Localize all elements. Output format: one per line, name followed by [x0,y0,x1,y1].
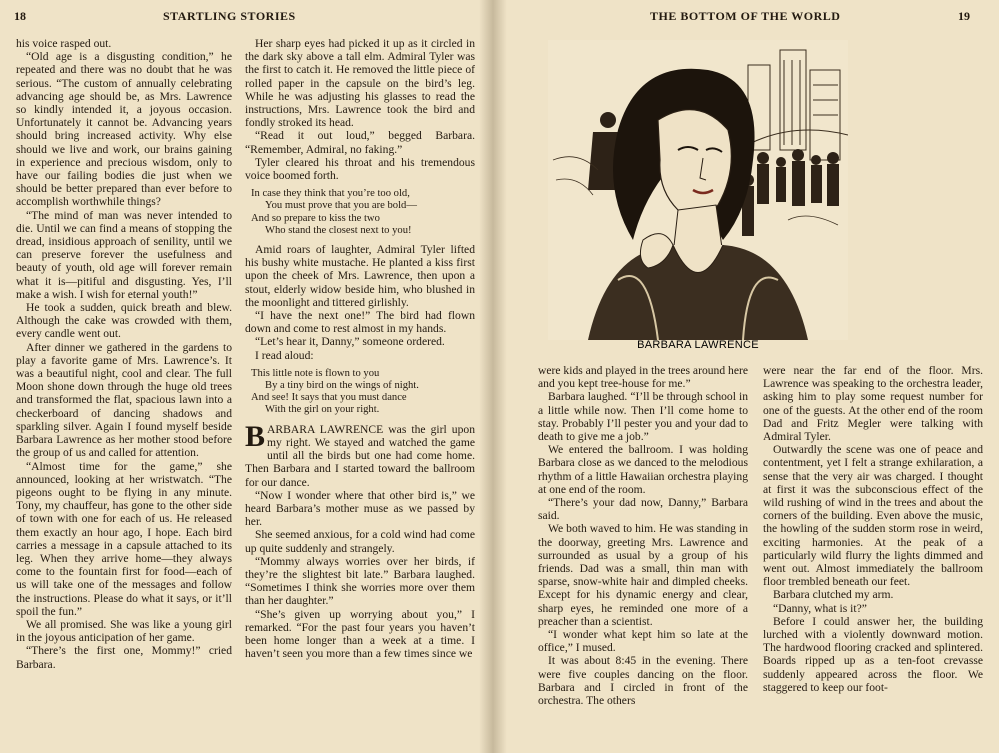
paragraph: “There’s your dad now, Danny,” Barbara said. [538,496,748,523]
verse-line: In case they think that you’re too old, [251,188,410,200]
verse-line: And see! It says that you must dance [251,392,407,404]
pigeon-note-verse-2 [251,368,475,417]
paragraph: were near the far end of the floor. Mrs. Lawrence was speaking to the orchestra leader, asking him to play some request number for one of the guests. At the other end of the room Dad and Fritz Megler were talking with Admiral Tyler. [763,364,983,444]
page-number-left: 18 [14,9,26,23]
paragraph: “Now I wonder where that other bird is,” we heard Barbara’s mother muse as we passed by her. [245,488,475,529]
right-column-1 [538,364,748,707]
paragraph: were kids and played in the trees around here and you kept tree-house for me.” [538,364,748,391]
verse-line: Who stand the closest next to you! [265,224,412,236]
paragraph: She seemed anxious, for a cold wind had come up quite suddenly and strangely. [245,528,475,555]
page-number-right: 19 [958,9,970,23]
paragraph: “She’s given up worrying about you,” I remarked. “For the past four years you haven’t been home longer than a week at a time. I haven’t seen you more than a few times since we [245,607,475,661]
paragraph: I read aloud: [255,348,314,362]
paragraph: Barbara laughed. “I’ll be through school in a little while now. Then I’ll come home to stay. Probably I’ll pester you and your dad to death to give me a job.” [538,390,748,444]
illustration-caption: BARBARA LAWRENCE [637,339,759,351]
dropcap-paragraph-text: ARBARA LAWRENCE was the girl upon my right. We stayed and watched the game until all the birds but one had come home. Then Barbara and I started toward the ballroom for our dance. [245,422,475,489]
paragraph: Barbara clutched my arm. [773,588,894,602]
paragraph: Outwardly the scene was one of peace and contentment, yet I felt a strange exhilaration, a sense that the very air was charged. I thought at first it was the subconscious effect of the wild rushing of wind in the trees and about the corners of the building. Even above the music, the howling of the sudden storm rose in weird, exciting harmonies. At the peak of a particularly wild flurry the lights dimmed and went out. Almost immediately the ballroom floor trembled beneath our feet. [763,443,983,589]
paragraph: We both waved to him. He was standing in the doorway, greeting Mrs. Lawrence and surrounded as usual by a group of his friends. Dad was a small, thin man with sparse, snow-white hair and dimpled cheeks. Except for his dynamic energy and clear, sharp eyes, he reminded one more of a preacher than a scientist. [538,522,748,628]
running-head-right: THE BOTTOM OF THE WORLD [650,9,841,23]
paragraph: Amid roars of laughter, Admiral Tyler lifted his bushy white mustache. He planted a kiss first upon the cheek of Mrs. Lawrence, then upon a stout, elderly widow beside him, who blushed in the moonlight and tittered girlishly. [245,243,475,309]
paragraph: “Almost time for the game,” she announced, looking at her wristwatch. “The pigeons ought to be flying in any minute. Tony, my chauffeur, has gone to the other side of town with one for each of us. He released them exactly an hour ago, I hope. Each bird carries a message in a capsule attached to its leg. When they arrive home—they always come to the fountain first for food—each of us will take one of the messages and follow the instructions. Please do what it says, or it’ll spoil the fun.” [16,459,232,618]
gutter-shadow [479,0,493,753]
dropcap-paragraph [245,419,475,489]
paragraph: “Let’s hear it, Danny,” someone ordered. [255,335,445,349]
paragraph: We all promised. She was like a young girl in the joyous anticipation of her game. [16,617,232,645]
paragraph: We entered the ballroom. I was holding Barbara close as we danced to the melodious rhythm of a little Hawaiian orchestra playing at one end of the room. [538,443,748,496]
right-column-2 [763,364,983,694]
paragraph: After dinner we gathered in the gardens to play a favorite game of Mrs. Lawrence’s. It was a beautiful night, cool and clear. The full Moon shone down through the huge old trees and transformed the flat, spacious lawn into a checkerboard of dancing shadows and sparkling silver. Again I found myself beside Barbara Lawrence as her mother stood before the group of us and called for attention. [16,340,232,460]
paragraph: “Danny, what is it?” [773,601,867,615]
paragraph: “The mind of man was never intended to die. Until we can find a means of stopping the dread, insidious approach of senility, until we can preserve forever the usefulness and beauty of youth, old age will forever remain what it is—pitiful and disgusting. Yes, I’ll make a wish. I wish for eternal youth!” [16,208,232,301]
drop-cap: B [245,419,266,453]
paragraph: “Read it out loud,” begged Barbara. “Remember, Admiral, no faking.” [245,129,475,156]
paragraph: “There’s the first one, Mommy!” cried Barbara. [16,644,232,671]
paragraph: It was about 8:45 in the evening. There were five couples dancing on the floor. Barbara and I circled in front of the orchestra. The others [538,654,748,708]
paragraph: his voice rasped out. [16,37,112,50]
paragraph: He took a sudden, quick breath and blew. Although the cake was crowded with them, every candle went out. [16,301,232,341]
left-column-2 [245,37,475,660]
paragraph: Her sharp eyes had picked it up as it circled in the dark sky above a tall elm. Admiral Tyler was the first to catch it. He removed the little piece of rolled paper in the capsule on the bird’s leg. While he was adjusting his glasses to read the instructions, Mrs. Lawrence took the bird and fondly stroked its head. [245,37,475,130]
verse-line: With the girl on your right. [265,404,380,416]
running-head-left: STARTLING STORIES [163,9,296,23]
paragraph: “Old age is a disgusting condition,” he repeated and there was no doubt that he was serious. “The custom of annually celebrating advancing age should be, as Mrs. Lawrence so kindly intended it, a joyous occasion. Unfortunately it cannot be. Advancing years should bring increased activity. Why else should we live and work, our brains gaining in experience and precious wisdom, only to have our failing bodies die just when we should be better prepared than ever before to accomplish worthwhile things? [16,50,232,209]
left-page [0,0,493,753]
paragraph: “I wonder what kept him so late at the office,” I mused. [538,628,748,655]
verse-line: By a tiny bird on the wings of night. [265,380,419,392]
verse-line: You must prove that you are bold— [265,200,417,212]
left-column-1 [16,37,232,671]
paragraph: “Mommy always worries over her birds, if they’re the slightest bit late.” Barbara laughed. “Sometimes I think she worries more over them than her daughter.” [245,554,475,608]
paragraph: Before I could answer her, the building lurched with a violently downward motion. The hardwood flooring cracked and splintered. Boards ripped up as a ten-foot crevasse suddenly appeared across the floor. We staggered to keep our foot- [763,614,983,694]
pigeon-note-verse-1 [251,188,475,237]
barbara-lawrence-illustration [548,40,848,340]
paragraph: “I have the next one!” The bird had flown down and come to rest almost in my hands. [245,309,475,336]
verse-line: This little note is flown to you [251,367,380,379]
paragraph: Tyler cleared his throat and his tremendous voice boomed forth. [245,155,475,183]
gutter-shadow [493,0,507,753]
verse-line: And so prepare to kiss the two [251,212,380,224]
